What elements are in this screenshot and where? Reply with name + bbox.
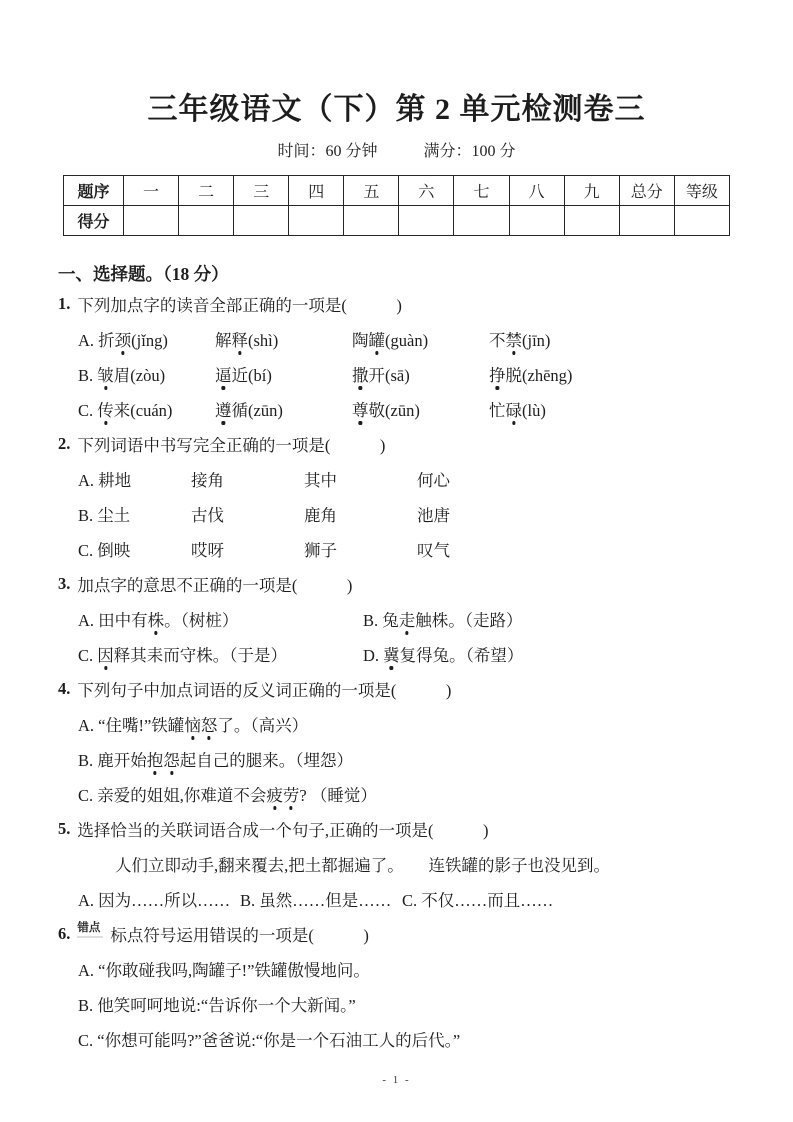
question-4 bbox=[58, 671, 735, 811]
option-c: C. 传来(cuán) bbox=[78, 397, 215, 421]
option-c: C. 因释其耒而守株。（于是） bbox=[78, 642, 363, 666]
option-c: C. 不仅……而且…… bbox=[402, 890, 554, 910]
option-row bbox=[58, 1021, 735, 1056]
header-grade: 等级 bbox=[674, 176, 729, 206]
option-word: 陶罐(guàn) bbox=[352, 327, 489, 351]
score-row-label: 得分 bbox=[64, 206, 124, 236]
question-stem: 下列加点字的读音全部正确的一项是( ) bbox=[77, 295, 402, 315]
exam-meta bbox=[58, 138, 735, 161]
option-row bbox=[58, 951, 735, 986]
header-tixu: 题序 bbox=[64, 176, 124, 206]
question-2 bbox=[58, 426, 735, 566]
option-word: 古伐 bbox=[191, 505, 224, 525]
score-cell bbox=[289, 206, 344, 236]
header-col: 九 bbox=[564, 176, 619, 206]
header-col: 三 bbox=[234, 176, 289, 206]
option-row bbox=[58, 321, 735, 356]
option-word: 接角 bbox=[191, 470, 224, 490]
option-b: B. 尘土 bbox=[78, 505, 131, 525]
option-d: D. 冀复得兔。（希望） bbox=[363, 642, 523, 666]
option-a: A. “住嘴!”铁罐恼怒了。（高兴） bbox=[78, 712, 308, 736]
question-number: 6. bbox=[58, 923, 71, 943]
header-col: 八 bbox=[509, 176, 564, 206]
score-cell bbox=[674, 206, 729, 236]
question-stem-line bbox=[58, 286, 735, 321]
header-col: 一 bbox=[124, 176, 179, 206]
header-col: 五 bbox=[344, 176, 399, 206]
header-col: 七 bbox=[454, 176, 509, 206]
option-row bbox=[58, 636, 735, 671]
section-heading: 一、选择题。（18 分） bbox=[58, 263, 229, 284]
question-number: 1. bbox=[58, 293, 71, 313]
question-stem-line bbox=[58, 566, 735, 601]
question-stem-line bbox=[58, 811, 735, 846]
question-number: 5. bbox=[58, 818, 71, 838]
option-b: B. 兔走触株。（走路） bbox=[363, 607, 523, 631]
question-stem: 加点字的意思不正确的一项是( ) bbox=[77, 575, 353, 595]
question-stem: 下列句子中加点词语的反义词正确的一项是( ) bbox=[77, 680, 452, 700]
option-row bbox=[58, 356, 735, 391]
header-col: 二 bbox=[179, 176, 234, 206]
option-word: 解释(shì) bbox=[215, 327, 352, 351]
option-word: 叹气 bbox=[417, 540, 450, 560]
score-table bbox=[63, 175, 730, 236]
option-row bbox=[58, 741, 735, 776]
question-3 bbox=[58, 566, 735, 671]
option-b: B. 他笑呵呵地说:“告诉你一个大新闻。” bbox=[78, 995, 356, 1015]
option-row bbox=[58, 706, 735, 741]
option-b: B. 虽然……但是…… bbox=[240, 890, 392, 910]
option-row bbox=[58, 601, 735, 636]
question-stem-line bbox=[58, 916, 735, 951]
score-cell bbox=[564, 206, 619, 236]
option-word: 不禁(jīn) bbox=[489, 327, 550, 351]
header-total: 总分 bbox=[619, 176, 674, 206]
option-c: C. 亲爱的姐姐,你难道不会疲劳? （睡觉） bbox=[78, 782, 377, 806]
option-a: A. 田中有株。（树桩） bbox=[78, 607, 363, 631]
question-stem: 下列词语中书写完全正确的一项是( ) bbox=[77, 435, 386, 455]
question-stem: 选择恰当的关联词语合成一个句子,正确的一项是( ) bbox=[77, 820, 489, 840]
sentence-text: 人们立即动手,翻来覆去,把土都掘遍了。 连铁罐的影子也没见到。 bbox=[115, 855, 610, 875]
option-a: A. 耕地 bbox=[78, 470, 132, 490]
score-table-header-row bbox=[64, 176, 730, 206]
question-sentence bbox=[58, 846, 735, 881]
option-b: B. 鹿开始抱怨起自己的腿来。（埋怨） bbox=[78, 747, 353, 771]
score-cell bbox=[179, 206, 234, 236]
score-cell bbox=[509, 206, 564, 236]
score-cell bbox=[454, 206, 509, 236]
score-cell bbox=[234, 206, 289, 236]
header-col: 四 bbox=[289, 176, 344, 206]
option-a: A. “你敢碰我吗,陶罐子!”铁罐傲慢地问。 bbox=[78, 960, 370, 980]
option-row bbox=[58, 496, 735, 531]
question-1 bbox=[58, 286, 735, 426]
option-row bbox=[58, 461, 735, 496]
option-row bbox=[58, 986, 735, 1021]
option-word: 鹿角 bbox=[304, 505, 337, 525]
score-cell bbox=[619, 206, 674, 236]
option-row bbox=[58, 391, 735, 426]
header-col: 六 bbox=[399, 176, 454, 206]
option-a: A. 因为……所以…… bbox=[78, 890, 231, 910]
question-number: 3. bbox=[58, 573, 71, 593]
time-limit: 时间：60 分钟 bbox=[277, 143, 378, 160]
option-word: 其中 bbox=[304, 470, 337, 490]
option-word: 忙碌(lù) bbox=[489, 397, 546, 421]
option-word: 逼近(bí) bbox=[215, 362, 352, 386]
option-row bbox=[58, 531, 735, 566]
option-c: C. “你想可能吗?”爸爸说:“你是一个石油工人的后代。” bbox=[78, 1030, 461, 1050]
option-word: 尊敬(zūn) bbox=[352, 397, 489, 421]
page-title: 三年级语文（下）第 2 单元检测卷三 bbox=[147, 93, 646, 126]
question-5 bbox=[58, 811, 735, 916]
page-number: - 1 - bbox=[382, 1074, 411, 1086]
option-a: A. 折颈(jǐng) bbox=[78, 327, 215, 351]
question-6 bbox=[58, 916, 735, 1056]
option-c: C. 倒映 bbox=[78, 540, 131, 560]
score-cell bbox=[399, 206, 454, 236]
option-word: 哎呀 bbox=[191, 540, 224, 560]
error-prone-badge: 错点 bbox=[77, 923, 103, 939]
option-word: 池唐 bbox=[417, 505, 450, 525]
full-score: 满分：100 分 bbox=[423, 143, 516, 160]
option-b: B. 皱眉(zòu) bbox=[78, 362, 215, 386]
score-cell bbox=[344, 206, 399, 236]
score-row bbox=[64, 206, 730, 236]
option-word: 狮子 bbox=[304, 540, 337, 560]
option-word: 挣脱(zhēng) bbox=[489, 362, 572, 386]
question-number: 2. bbox=[58, 433, 71, 453]
question-stem: 标点符号运用错误的一项是( ) bbox=[110, 925, 369, 945]
question-number: 4. bbox=[58, 678, 71, 698]
option-word: 遵循(zūn) bbox=[215, 397, 352, 421]
option-word: 撒开(sā) bbox=[352, 362, 489, 386]
option-word: 何心 bbox=[417, 470, 450, 490]
score-cell bbox=[124, 206, 179, 236]
option-row bbox=[58, 776, 735, 811]
question-stem-line bbox=[58, 671, 735, 706]
question-stem-line bbox=[58, 426, 735, 461]
option-row bbox=[58, 881, 735, 916]
